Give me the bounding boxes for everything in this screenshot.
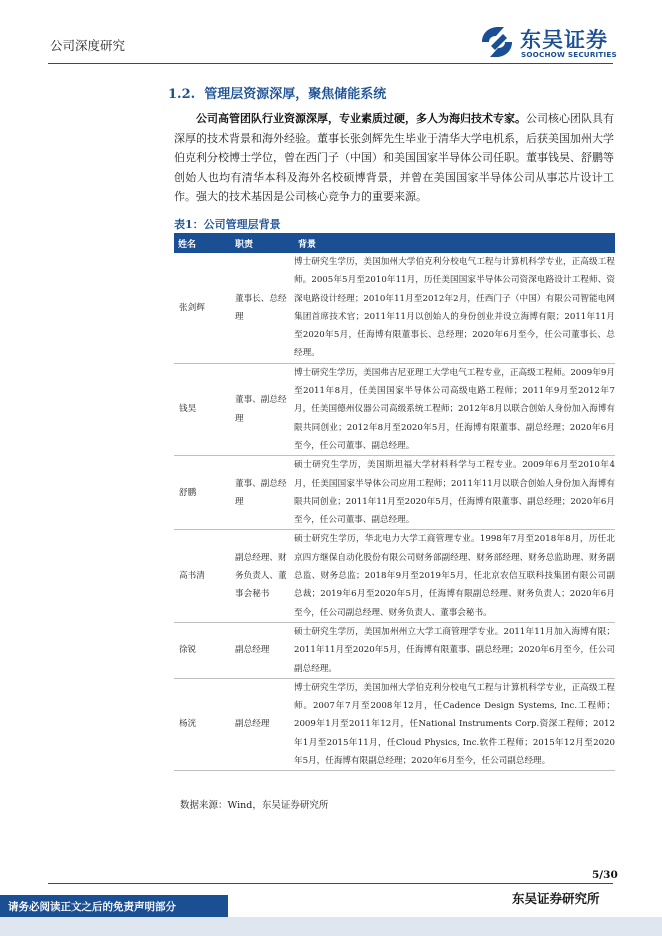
header-name: 姓名 <box>174 233 231 253</box>
cell-role: 董事长、总经理 <box>231 253 294 363</box>
footer-divider <box>48 883 613 884</box>
cell-background: 博士研究生学历，美国弗吉尼亚理工大学电气工程专业，正高级工程师。2009年9月至2011年8月，任美国国家半导体公司高级电路工程师；2011年9月至2012年7月，任美国德州仪器公司高级系统工程师；2012年8月以联合创始人身份加入海博有限共同创业；2012年8月至2020年5月，任海博有限董事、副总经理；2020年6月至今，任公司董事、副总经理。 <box>294 363 615 455</box>
table-row <box>174 622 615 678</box>
cell-role: 董事、副总经理 <box>231 456 294 530</box>
header-report-type: 公司深度研究 <box>50 38 126 53</box>
cell-background: 硕士研究生学历，美国斯坦福大学材料科学与工程专业。2009年6月至2010年4月，任美国国家半导体公司应用工程师；2011年11月以联合创始人身份加入海博有限共同创业；2011年11月至2020年5月，任海博有限董事、副总经理；2020年6月至今，任公司董事、副总经理。 <box>294 456 615 530</box>
footer-band <box>0 917 662 936</box>
company-logo <box>478 24 618 60</box>
cell-role: 副总经理、财务负责人、董事会秘书 <box>231 530 294 622</box>
disclaimer-text: 请务必阅读正文之后的免责声明部分 <box>8 901 176 913</box>
disclaimer-banner <box>0 895 228 917</box>
cell-role: 副总经理 <box>231 678 294 770</box>
paragraph-lead: 公司高管团队行业资源深厚，专业素质过硬，多人为海归技术专家。 <box>196 112 526 125</box>
section-title: 管理层资源深厚，聚焦储能系统 <box>204 87 387 102</box>
logo-mark-icon <box>478 24 516 60</box>
logo-chinese-name: 东吴证券 <box>520 28 608 52</box>
table-row <box>174 363 615 455</box>
table-row <box>174 253 615 363</box>
section-heading <box>168 83 386 102</box>
table-row <box>174 456 615 530</box>
table-row <box>174 530 615 622</box>
cell-background: 硕士研究生学历，美国加州州立大学工商管理学专业。2011年11月加入海博有限；2011年11月至2020年5月，任海博有限董事、副总经理；2020年6月至今，任公司副总经理。 <box>294 622 615 678</box>
header-divider <box>48 63 613 64</box>
table-header-row <box>174 233 615 253</box>
management-table <box>174 233 615 771</box>
cell-name: 张剑辉 <box>174 253 231 363</box>
cell-background: 博士研究生学历，美国加州大学伯克利分校电气工程与计算机科学专业，正高级工程师。2005年5月至2010年11月，历任美国国家半导体公司资深电路设计工程师、资深电路设计经理；2010年11月至2012年2月，任西门子（中国）有限公司智能电网集团首席技术官；2011年11月以创始人的身份创业并设立海博有限；2011年11月至2020年5月，任海博有限董事长、总经理；2020年6月至今，任公司董事长、总经理。 <box>294 253 615 363</box>
cell-background: 博士研究生学历，美国加州大学伯克利分校电气工程与计算机科学专业，正高级工程师。2007年7月至2008年12月，任Cadence Design Systems, Inc.工程师；2009年1月至2011年12月，任National Instruments Corp.资深工程师；2012年1月至2015年11月，任Cloud Physics, Inc.软件工程师；2015年12月至2020年5月，任海博有限副总经理；2020年6月至今，任公司副总经理。 <box>294 678 615 770</box>
data-source-note: 数据来源：Wind，东吴证券研究所 <box>180 800 329 811</box>
cell-role: 副总经理 <box>231 622 294 678</box>
paragraph-body: 公司核心团队具有深厚的技术背景和海外经验。董事长张剑辉先生毕业于清华大学电机系，后获美国加州大学伯克利分校博士学位，曾在西门子（中国）和美国国家半导体公司任职。董事钱昊、舒鹏等创始人也均有清华本科及海外名校硕博背景，并曾在美国国家半导体公司从事芯片设计工作。强大的技术基因是公司核心竞争力的重要来源。 <box>174 112 614 204</box>
page-number: 5/30 <box>592 869 618 881</box>
logo-english-name: SOOCHOW SECURITIES <box>521 50 617 59</box>
cell-name: 徐锐 <box>174 622 231 678</box>
cell-role: 董事、副总经理 <box>231 363 294 455</box>
header-role: 职责 <box>231 233 294 253</box>
body-paragraph <box>174 109 614 207</box>
table-row <box>174 678 615 770</box>
cell-name: 杨洸 <box>174 678 231 770</box>
footer-institute: 东吴证券研究所 <box>512 891 600 906</box>
table-title: 表1：公司管理层背景 <box>174 218 281 231</box>
cell-name: 高书清 <box>174 530 231 622</box>
section-number: 1.2. <box>168 87 196 102</box>
cell-name: 钱昊 <box>174 363 231 455</box>
cell-background: 硕士研究生学历，华北电力大学工商管理专业。1998年7月至2018年8月，历任北京四方继保自动化股份有限公司财务部副经理、财务部经理、财务总监助理、财务副总监、财务总监；2018年9月至2019年5月，任北京农信互联科技集团有限公司副总裁；2019年6月至2020年5月，任海博有限副总经理、财务负责人；2020年6月至今，任公司副总经理、财务负责人、董事会秘书。 <box>294 530 615 622</box>
cell-name: 舒鹏 <box>174 456 231 530</box>
header-background: 背景 <box>294 233 615 253</box>
